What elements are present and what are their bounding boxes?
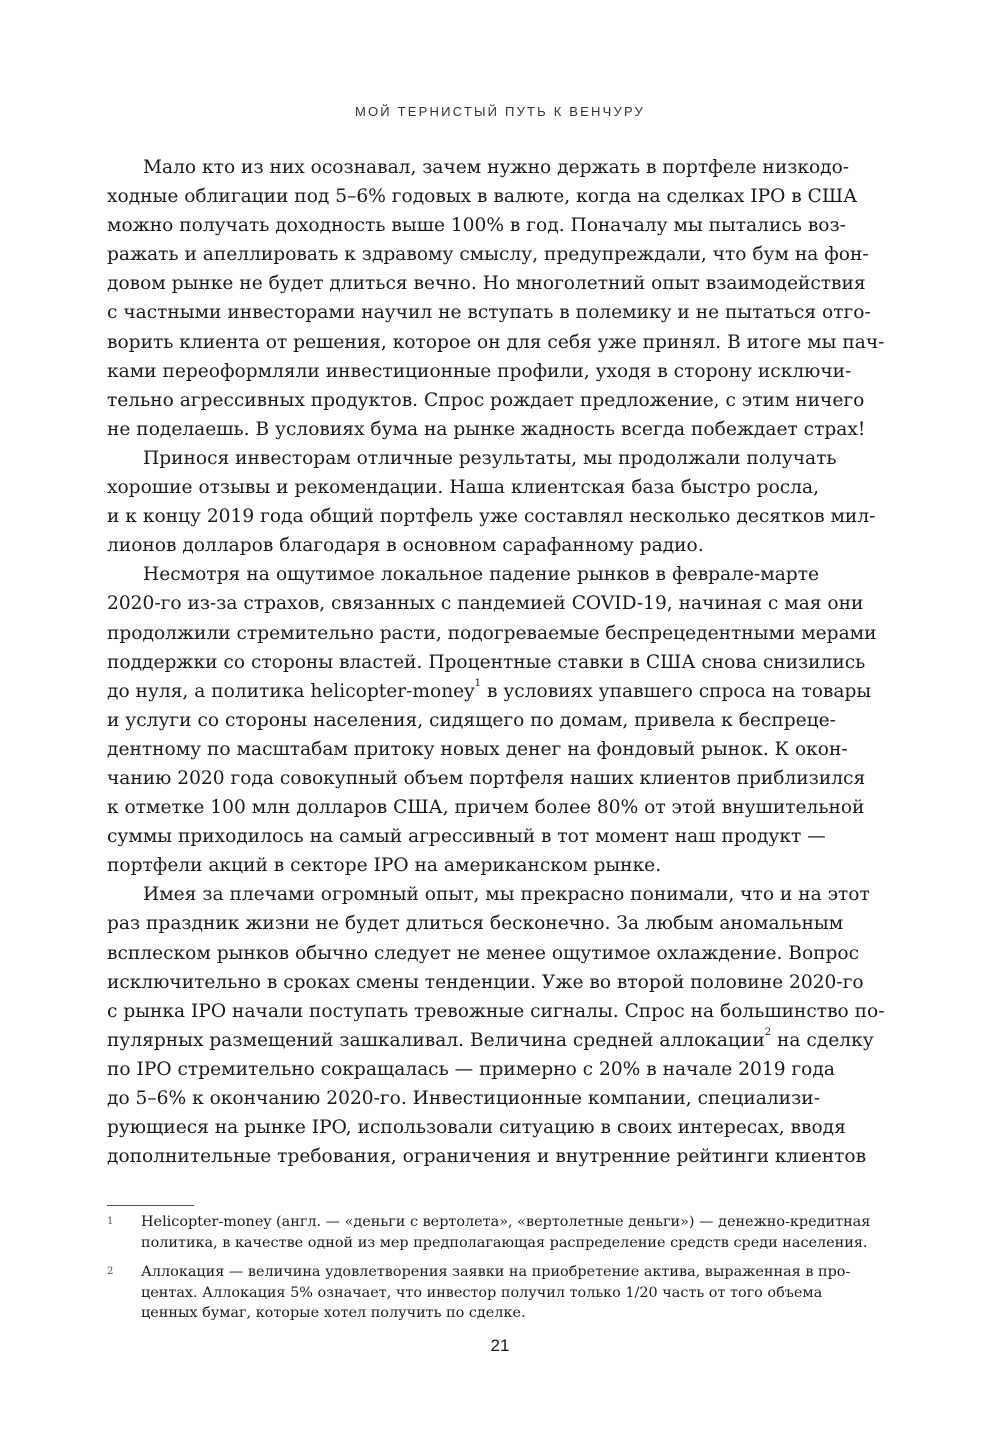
text-line: суммы приходилось на самый агрессивный в тот момент наш продукт — [107, 826, 826, 848]
text-line: ходные облигации под 5–6% годовых в валюте, когда на сделках IPO в США [107, 186, 858, 208]
footnote-line: политика, в качестве одной из мер предполагающая распределение средств среди населения. [141, 1234, 868, 1251]
text-line: ками переоформляли инвестиционные профили, уходя в сторону исключи- [107, 360, 852, 382]
footnote-number: 1 [107, 1216, 114, 1227]
text-line: и услуги со стороны населения, сидящего по домам, привела к беспреце- [107, 709, 836, 731]
text-line: и к концу 2019 года общий портфель уже составлял несколько десятков мил- [107, 506, 876, 528]
text-line: лионов долларов благодаря в основном сарафанному радио. [107, 535, 704, 557]
text-line: с частными инвесторами научил не вступать в полемику и не пытаться отго- [107, 302, 871, 324]
footnote-line: ценных бумаг, которые хотел получить по сделке. [141, 1305, 526, 1321]
text-line: продолжили стремительно расти, подогреваемые беспрецедентными мерами [107, 622, 877, 644]
text-segment: до нуля, а политика helicopter-money [107, 680, 475, 702]
footnote-ref-1[interactable]: 1 [474, 677, 482, 689]
footnote-divider [107, 1205, 194, 1206]
text-line: чанию 2020 года совокупный объем портфеля наших клиентов приблизился [107, 767, 866, 789]
text-line: ражать и апеллировать к здравому смыслу, предупреждали, что бум на фон- [107, 244, 869, 266]
footnote-1 [107, 1212, 871, 1253]
text-line: дополнительные требования, ограничения и внутренние рейтинги клиентов [107, 1146, 867, 1168]
running-head: МОЙ ТЕРНИСТЫЙ ПУТЬ К ВЕНЧУРУ [354, 104, 646, 119]
text-line: по IPO стремительно сокращалась — примерно с 20% в начале 2019 года [107, 1058, 835, 1080]
text-line: раз праздник жизни не будет длиться бесконечно. За любым аномальным [107, 913, 844, 935]
text-line: всплеском рынков обычно следует не менее ощутимое охлаждение. Вопрос [107, 942, 860, 964]
text-line: исключительно в сроках смены тенденции. Уже во второй половине 2020-го [107, 971, 864, 993]
page-number: 21 [490, 1336, 510, 1355]
footnote-2 [107, 1262, 851, 1324]
footnote-line: центах. Аллокация 5% означает, что инвестор получил только 1/20 часть от того объема [141, 1284, 823, 1301]
text-line: довом рынке не будет длиться вечно. Но многолетний опыт взаимодействия [107, 273, 866, 295]
footnote-number: 2 [107, 1266, 114, 1277]
paragraph [107, 444, 876, 560]
paragraph [107, 560, 877, 880]
text-line: не поделаешь. В условиях бума на рынке жадность всегда побеждает страх! [107, 418, 866, 440]
footnote-line: Аллокация — величина удовлетворения заявки на приобретение актива, выраженная в про- [141, 1264, 851, 1280]
footnote-line: Helicopter-money (англ. — «деньги с вертолета», «вертолетные деньги») — денежно-кредитная [141, 1214, 871, 1230]
text-line: рующиеся на рынке IPO, использовали ситуацию в своих интересах, вводя [107, 1117, 846, 1139]
text-line [107, 1026, 874, 1055]
text-segment: на сделку [771, 1029, 874, 1051]
paragraph [107, 153, 885, 444]
text-line: можно получать доходность выше 100% в год. Поначалу мы пытались воз- [107, 215, 846, 237]
text-line: 2020-го из-за страхов, связанных с пандемией COVID-19, начиная с мая они [107, 593, 864, 615]
text-line: к отметке 100 млн долларов США, причем более 80% от этой внушительной [107, 797, 865, 819]
footnote-ref-2[interactable]: 2 [764, 1026, 772, 1038]
text-line: тельно агрессивных продуктов. Спрос рождает предложение, с этим ничего [107, 389, 865, 411]
text-segment: пулярных размещений зашкаливал. Величина средней аллокации [107, 1029, 765, 1051]
text-line: Имея за плечами огромный опыт, мы прекрасно понимали, что и на этот [143, 884, 870, 906]
text-line: Несмотря на ощутимое локальное падение рынков в феврале-марте [143, 564, 819, 586]
main-text [107, 153, 885, 1171]
text-line: дентному по масштабам притоку новых денег на фондовый рынок. К окон- [107, 738, 848, 760]
text-line [107, 677, 872, 706]
text-line: поддержки со стороны властей. Процентные ставки в США снова снизились [107, 651, 866, 673]
text-line: Мало кто из них осознавал, зачем нужно держать в портфеле низкодо- [143, 157, 850, 178]
text-line: хорошие отзывы и рекомендации. Наша клиентская база быстро росла, [107, 477, 819, 499]
text-line: Принося инвесторам отличные результаты, мы продолжали получать [143, 447, 837, 469]
text-line: с рынка IPO начали поступать тревожные сигналы. Спрос на большинство по- [107, 1000, 885, 1022]
text-line: до 5–6% к окончанию 2020-го. Инвестиционные компании, специализи- [107, 1088, 820, 1109]
text-segment: в условиях упавшего спроса на товары [481, 680, 872, 702]
text-line: ворить клиента от решения, которое он для себя уже принял. В итоге мы пач- [107, 331, 885, 353]
footnotes [107, 1212, 871, 1333]
text-line: портфели акций в секторе IPO на американском рынке. [107, 855, 662, 877]
paragraph [107, 880, 885, 1171]
